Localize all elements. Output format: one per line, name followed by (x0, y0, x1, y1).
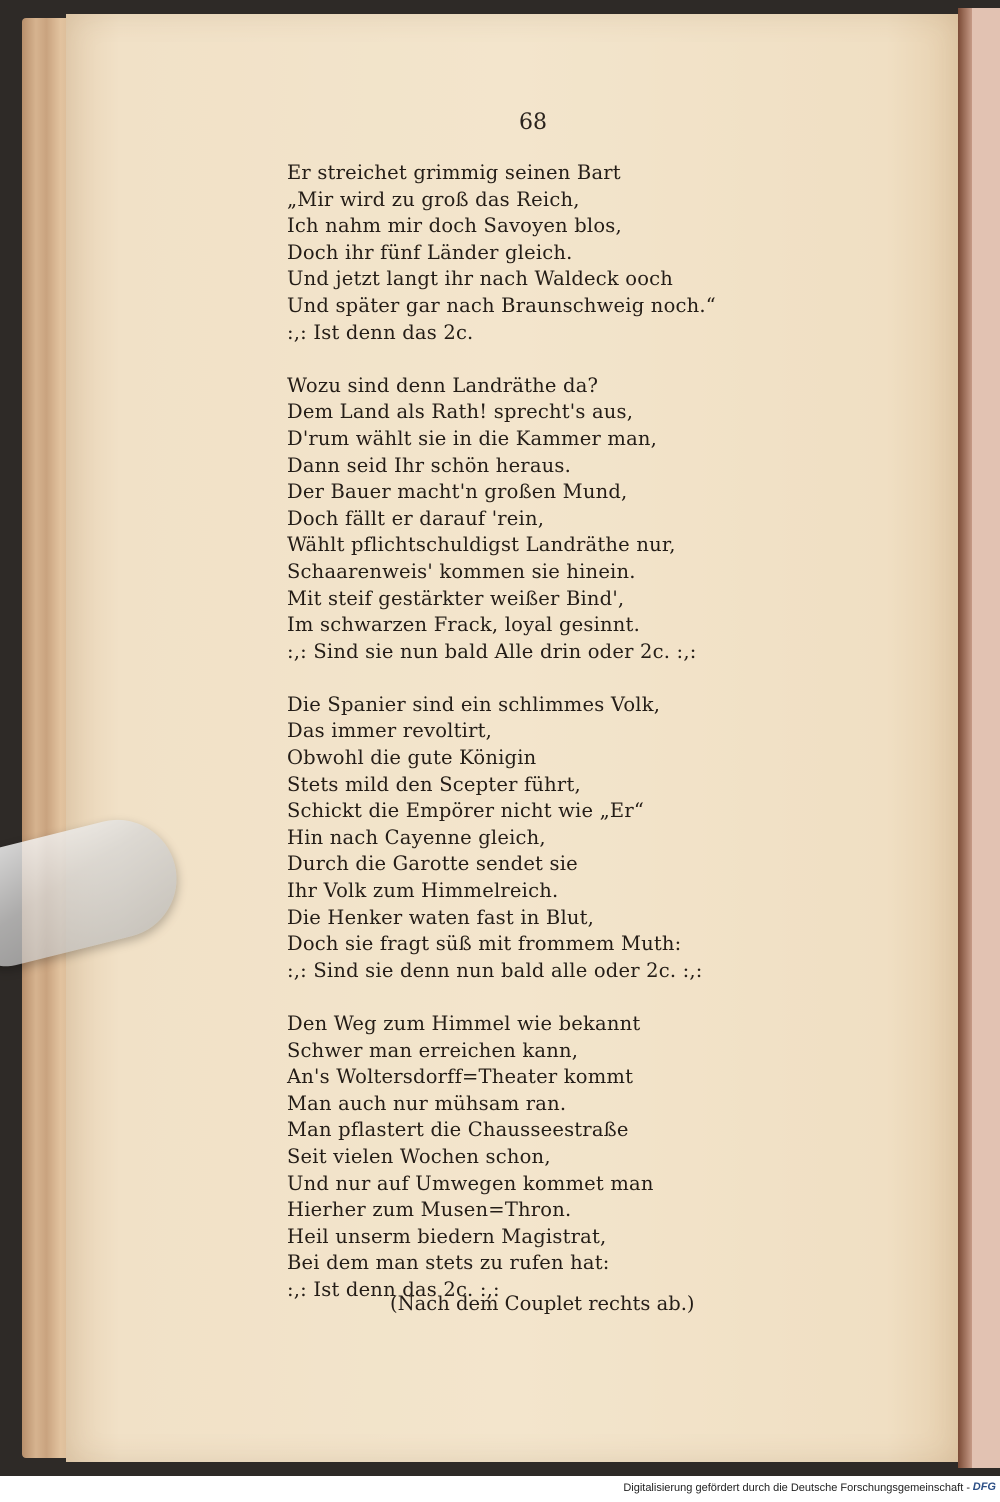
stanza-gap (287, 984, 757, 1011)
poem-line: Obwohl die gute Königin (287, 746, 537, 770)
poem-line: Durch die Garotte sendet sie (287, 852, 578, 876)
poem-line: Schickt die Empörer nicht wie „Er“ (287, 799, 645, 823)
footer-credit: Digitalisierung gefördert durch die Deutsche Forschungsgemeinschaft - (623, 1482, 970, 1494)
poem-line: Dann seid Ihr schön heraus. (287, 453, 572, 477)
digitization-footer (0, 1476, 1000, 1502)
facing-page-edge (972, 8, 1000, 1468)
poem-line: :,: Ist denn das 2c. :,: (287, 1277, 500, 1301)
poem-line: Und nur auf Umwegen kommet man (287, 1171, 654, 1195)
poem-line: Dem Land als Rath! sprecht's aus, (287, 400, 634, 424)
binding-strip (958, 8, 972, 1468)
poem-line: Man auch nur mühsam ran. (287, 1091, 567, 1115)
poem-line: Doch ihr fünf Länder gleich. (287, 240, 573, 264)
poem-line: Man pflastert die Chausseestraße (287, 1118, 629, 1142)
poem-line: Hin nach Cayenne gleich, (287, 825, 546, 849)
poem-line: Wählt pflichtschuldigst Landräthe nur, (287, 533, 676, 557)
stanza-gap (287, 346, 757, 373)
poem-line: Seit vielen Wochen schon, (287, 1144, 551, 1168)
poem-line: Ihr Volk zum Himmelreich. (287, 879, 559, 903)
poem-line: :,: Sind sie nun bald Alle drin oder 2c. :,: (287, 639, 697, 663)
poem-line: Die Henker waten fast in Blut, (287, 905, 595, 929)
stanza-gap (287, 665, 757, 692)
poem-line: Wozu sind denn Landräthe da? (287, 373, 599, 397)
poem-line: Hierher zum Musen=Thron. (287, 1198, 572, 1222)
poem-line: Schaarenweis' kommen sie hinein. (287, 559, 636, 583)
poem-line: An's Woltersdorff=Theater kommt (287, 1065, 634, 1089)
stage-direction: (Nach dem Couplet rechts ab.) (390, 1292, 695, 1315)
poem-line: Er streichet grimmig seinen Bart (287, 161, 621, 184)
poem-line: Den Weg zum Himmel wie bekannt (287, 1012, 641, 1035)
poem-line: :,: Ist denn das 2c. (287, 320, 474, 344)
poem-line: Im schwarzen Frack, loyal gesinnt. (287, 613, 640, 637)
poem-line: Das immer revoltirt, (287, 719, 493, 743)
poem-line: D'rum wählt sie in die Kammer man, (287, 426, 658, 450)
poem-line: Ich nahm mir doch Savoyen blos, (287, 214, 622, 238)
poem-line: Mit steif gestärkter weißer Bind', (287, 586, 625, 610)
poem-line: Doch sie fragt süß mit frommem Muth: (287, 932, 682, 956)
poem-line: „Mir wird zu groß das Reich, (287, 187, 580, 211)
poem-line: Heil unserm biedern Magistrat, (287, 1224, 607, 1248)
poem-line: Schwer man erreichen kann, (287, 1038, 579, 1062)
poem-line: Stets mild den Scepter führt, (287, 772, 581, 796)
poem-line: :,: Sind sie denn nun bald alle oder 2c. :,: (287, 958, 703, 982)
poem-line: Doch fällt er darauf 'rein, (287, 506, 545, 530)
poem-line: Der Bauer macht'n großen Mund, (287, 480, 628, 504)
poem-text (287, 160, 757, 1304)
poem-line: Die Spanier sind ein schlimmes Volk, (287, 692, 661, 716)
poem-line: Bei dem man stets zu rufen hat: (287, 1251, 610, 1275)
poem-line: Und später gar nach Braunschweig noch.“ (287, 293, 716, 317)
page-number: 68 (519, 110, 547, 135)
dfg-logo-icon: DFG (972, 1481, 996, 1493)
poem-line: Und jetzt langt ihr nach Waldeck ooch (287, 267, 674, 291)
